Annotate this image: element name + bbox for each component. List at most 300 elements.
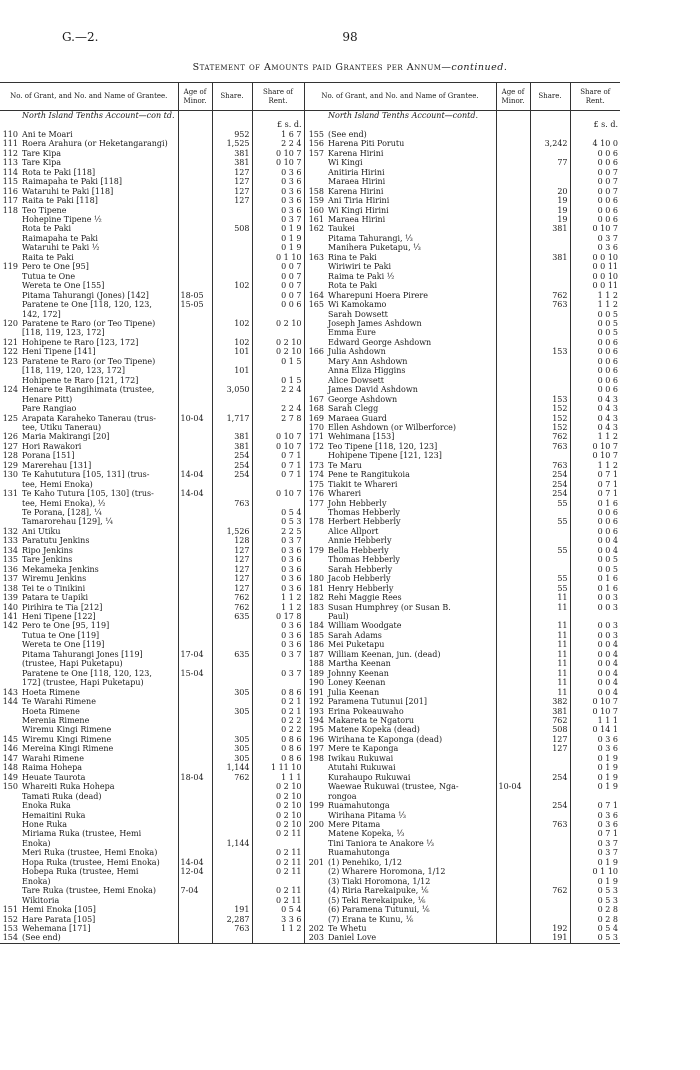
minor-age-left: 18-05 [178,291,212,300]
share-left: 508 [212,224,252,233]
grantee-name-left: Porana [151] [22,451,75,461]
grantee-name-right: Pene te Rangitukoia [328,470,410,480]
grant-number-left [0,829,20,838]
minor-age-left [178,196,212,205]
minor-age-right [496,262,530,271]
share-left: 381 [212,149,252,158]
grant-number-left: 133 [2,536,18,546]
minor-age-left [178,234,212,243]
minor-age-left [178,678,212,687]
grant-number-right: 159 [304,196,326,205]
table-row [0,187,620,196]
table-row [0,224,620,233]
table-row [0,395,620,404]
grant-number-right [304,508,326,517]
rent-share-left: 0 3 6 [252,621,304,630]
rent-share-right: 0 1 9 [570,858,620,867]
rent-share-left: 0 3 6 [252,168,304,177]
rent-share-left: 0 1 9 [252,234,304,243]
rent-share-right: 0 0 6 [570,347,620,356]
table-row [0,196,620,205]
share-right [530,536,570,545]
minor-age-right [496,168,530,177]
grant-number-left: 124 [2,385,18,395]
share-right: 11 [530,621,570,630]
grant-number-left [0,877,20,886]
table-row [0,555,620,564]
share-left [212,811,252,820]
grant-number-right: 162 [304,224,326,233]
rent-share-left: 0 8 6 [252,754,304,763]
grantee-name-left: Paratene te Raro (or Teo Tipene) [22,356,156,366]
rent-share-right: 0 0 6 [570,517,620,526]
grant-number-right [304,243,326,252]
grant-number-left [0,111,20,121]
table-row [0,234,620,243]
grant-number-right: 199 [304,801,326,810]
share-right [530,120,570,129]
grantee-name-left: Wehemana [171] [22,923,91,933]
grant-number-right [304,366,326,375]
grant-number-left [0,867,20,876]
share-left: 127 [212,187,252,196]
minor-age-right [496,650,530,659]
share-left [212,243,252,252]
rent-share-left: 0 3 6 [252,565,304,574]
grantee-name-right: James David Ashdown [328,385,418,395]
grantee-name-right: Makareta te Ngatoru [328,716,415,725]
rent-share-right: 0 3 6 [570,243,620,252]
minor-age-left: 7-04 [178,886,212,895]
share-right: 127 [530,735,570,744]
grant-number-left: 148 [2,763,18,773]
grant-number-right [304,829,326,838]
rent-share-right: 1 1 1 [570,716,620,725]
share-left: 305 [212,744,252,753]
grant-number-right [304,782,326,791]
rent-share-left: 0 10 7 [252,158,304,167]
share-right: 763 [530,461,570,470]
grant-number-left: 135 [2,555,18,565]
grant-number-right [304,839,326,848]
minor-age-left [178,338,212,347]
grantee-name-left: Pero te One [95, 119] [22,621,110,631]
rent-share-left: 0 2 11 [252,858,304,867]
share-right [530,243,570,252]
rent-share-left: 0 2 10 [252,820,304,829]
minor-age-left [178,811,212,820]
rent-share-right: 0 0 4 [570,640,620,649]
grant-number-left [0,395,20,404]
grantee-name-left: Hoeta Rimene [22,687,80,697]
share-right: 77 [530,158,570,167]
minor-age-left [178,357,212,366]
minor-age-left [178,536,212,545]
grantee-name-right: North Island Tenths Account—contd. [328,111,478,120]
share-left: 102 [212,281,252,290]
rent-share-left: 2 2 4 [252,404,304,413]
grant-number-left [0,272,20,281]
minor-age-left [178,319,212,328]
minor-age-right [496,754,530,763]
grantee-name-left: Tare Jenkins [22,555,73,565]
minor-age-left [178,111,212,121]
grantee-name-right: Matene Kopeka, ⅓ [328,829,405,839]
rent-share-right: 0 10 7 [570,697,620,706]
minor-age-left [178,149,212,158]
grant-number-right [304,792,326,801]
grantee-name-right: Raima te Paki ½ [328,271,395,281]
grantee-name-right: Martha Keenan [328,659,391,669]
rent-share-right [570,612,620,621]
share-left: 127 [212,584,252,593]
grantee-name-right: Rehi Maggie Rees [328,593,402,603]
grantee-name-left: Pero te One [95] [22,262,89,272]
minor-age-right [496,669,530,678]
grantee-name-left: tee, Hemi Enoka), ½ [22,498,106,508]
minor-age-right [496,423,530,432]
share-left [212,659,252,668]
grant-number-left: 138 [2,583,18,593]
grant-number-left: 152 [2,914,18,924]
minor-age-right [496,839,530,848]
minor-age-right [496,395,530,404]
minor-age-right [496,924,530,933]
table-row [0,366,620,375]
grant-number-right [304,111,326,121]
rent-share-right: 0 3 6 [570,744,620,753]
grantee-name-right: Karena Hirini [328,148,384,158]
table-row [0,650,620,659]
grantee-name-right: Joseph James Ashdown [328,318,422,328]
share-left: 127 [212,574,252,583]
grant-number-right [304,848,326,857]
minor-age-right [496,933,530,943]
share-right [530,149,570,158]
rent-share-left [252,678,304,687]
minor-age-right [496,707,530,716]
grantee-name-left: Hohipene te Raro [121, 172] [22,375,139,385]
share-right: 382 [530,697,570,706]
grant-number-left [0,234,20,243]
grant-number-left: 134 [2,545,18,555]
table-row [0,782,620,791]
minor-age-left [178,555,212,564]
grantee-name-right: Sarah Hebberly [328,564,393,574]
grantee-name-left: Henare Pitt) [22,394,73,404]
grantee-name-right: (2) Wharere Horomona, 1/12 [328,867,446,877]
grant-number-left: 111 [2,139,18,149]
rent-share-left: 0 8 6 [252,688,304,697]
grant-number-right [304,310,326,319]
minor-age-right [496,281,530,290]
grant-number-right: 184 [304,621,326,630]
rent-share-left: 0 3 7 [252,536,304,545]
minor-age-right [496,139,530,148]
grantee-name-right: Maraea Hirini [328,177,386,187]
rent-share-left [252,328,304,337]
minor-age-right [496,763,530,772]
grant-number-right: 191 [304,688,326,697]
rent-share-right: 0 4 3 [570,395,620,404]
grant-number-right [304,536,326,545]
grantee-name-left: Raimapaha te Paki [118] [22,177,122,187]
grantee-name-left: Tare Ruka (trustee, Hemi Enoka) [22,886,157,896]
table-row [0,461,620,470]
minor-age-left [178,565,212,574]
share-left [212,782,252,791]
grant-number-right: 201 [304,858,326,867]
grantee-name-right: Iwikau Rukuwai [328,753,394,763]
minor-age-left [178,896,212,905]
grant-number-right: 167 [304,395,326,404]
minor-age-right [496,366,530,375]
rent-share-right: 1 1 2 [570,432,620,441]
grantee-name-left: North Island Tenths Account—con td. [22,111,175,120]
minor-age-left [178,792,212,801]
rent-share-left: 0 3 6 [252,555,304,564]
share-right: 11 [530,678,570,687]
rent-share-left [252,395,304,404]
minor-age-left [178,754,212,763]
share-left [212,678,252,687]
table-row [0,640,620,649]
rent-share-left: 0 10 7 [252,489,304,498]
grantee-name-left: Ani te Moari [22,129,73,139]
rent-share-left: 2 2 5 [252,527,304,536]
minor-age-left [178,829,212,838]
share-left [212,669,252,678]
grant-number-right [304,281,326,290]
rent-share-right: 0 0 3 [570,621,620,630]
document-reference: G.—2. [62,30,99,44]
rent-share-right: 0 0 6 [570,149,620,158]
grantee-name-right: (4) Riria Rarekaipuke, ⅙ [328,886,429,896]
grantee-name-right: Loney Keenan [328,678,386,688]
share-right: 127 [530,744,570,753]
grant-number-right [304,120,326,129]
grant-number-right: 163 [304,253,326,262]
rent-share-right: 0 1 6 [570,499,620,508]
grantee-name-left: Hobepa Ruka (trustee, Hemi [22,867,139,877]
minor-age-right [496,328,530,337]
grant-number-left [0,480,20,489]
grant-number-left [0,811,20,820]
minor-age-right [496,291,530,300]
table-row [0,432,620,441]
grantee-name-left: Wikitoria [22,895,60,905]
rent-share-left: 0 3 6 [252,584,304,593]
share-right: 152 [530,404,570,413]
share-right: 55 [530,546,570,555]
table-row [0,744,620,753]
rent-share-right: 0 0 4 [570,669,620,678]
share-right: 11 [530,640,570,649]
rent-share-right: 0 0 5 [570,328,620,337]
table-row [0,792,620,801]
minor-age-right [496,319,530,328]
table-row [0,470,620,479]
grantee-name-right: Te Whetu [328,923,367,933]
table-row [0,773,620,782]
grantee-name-left: Wiremu Jenkins [22,574,87,584]
share-right [530,829,570,838]
minor-age-left [178,404,212,413]
grant-number-left: 129 [2,460,18,470]
rent-share-left: 0 0 7 [252,281,304,290]
grant-number-right [304,867,326,876]
grant-number-left: 125 [2,413,18,423]
grantee-name-left: Te Warahi Rimene [22,697,96,707]
minor-age-right [496,584,530,593]
share-left: 127 [212,565,252,574]
share-left: 102 [212,319,252,328]
table-row [0,272,620,281]
grant-number-left: 132 [2,526,18,536]
grantee-name-right: Te Maru [328,460,362,470]
minor-age-right [496,470,530,479]
share-right: 11 [530,603,570,612]
grantee-name-left: Te Porana, [128], ¼ [22,508,102,518]
grant-number-right: 171 [304,432,326,441]
rent-share-left: 0 7 1 [252,461,304,470]
share-left: 1,525 [212,139,252,148]
grant-number-left [0,215,20,224]
grant-number-right: 198 [304,754,326,763]
grant-number-right [304,376,326,385]
table-row [0,168,620,177]
grant-number-right [304,262,326,271]
minor-age-left [178,499,212,508]
grant-number-left: 150 [2,782,18,792]
share-left: 1,717 [212,414,252,423]
minor-age-right [496,177,530,186]
minor-age-left: 10-04 [178,414,212,423]
rent-share-left [252,111,304,121]
grant-number-left: 144 [2,697,18,707]
minor-age-right [496,896,530,905]
share-left: 762 [212,603,252,612]
grantee-name-right: Kurahaupo Rukuwai [328,772,411,782]
grant-number-left [0,300,20,309]
grant-number-left [0,120,20,129]
rent-share-left: 0 10 7 [252,149,304,158]
share-left: 763 [212,924,252,933]
minor-age-right [496,612,530,621]
page-number: 98 [342,30,358,44]
grantee-name-left: Warahi Rimene [22,753,84,763]
table-row [0,527,620,536]
minor-age-left [178,593,212,602]
grant-number-right [304,385,326,394]
share-left [212,697,252,706]
grantee-name-right: Jacob Hebberly [328,574,391,584]
minor-age-right [496,716,530,725]
rent-share-right [570,111,620,121]
rent-share-right: 0 7 1 [570,470,620,479]
rent-share-left: 0 1 10 [252,253,304,262]
grantee-name-left: Hohipene te Raro [123, 172] [22,337,139,347]
share-right: 763 [530,300,570,309]
minor-age-left [178,877,212,886]
table-row [0,442,620,451]
table-row [0,565,620,574]
rent-share-left [252,423,304,432]
grantee-name-left: Wataruhi te Paki [118] [22,186,114,196]
grantee-name-left: Hori Rawakori [22,441,82,451]
grant-number-right: 169 [304,414,326,423]
grant-number-left: 121 [2,337,18,347]
grantee-name-left: Merenia Rimene [22,716,90,725]
rent-share-right: 0 0 4 [570,546,620,555]
minor-age-left [178,905,212,914]
grantees-table [0,82,620,944]
grantee-name-left: Arapata Karaheko Tanerau (trus- [22,413,157,423]
grantee-name-left: Hare Parata [105] [22,914,96,924]
minor-age-left [178,451,212,460]
share-right: 763 [530,820,570,829]
minor-age-left [178,395,212,404]
minor-age-left [178,432,212,441]
share-right: 508 [530,725,570,734]
grantee-name-right: Taukei [328,224,355,234]
minor-age-right [496,867,530,876]
minor-age-left [178,177,212,186]
share-right: 152 [530,423,570,432]
table-row [0,716,620,725]
share-left [212,310,252,319]
minor-age-right [496,517,530,526]
grant-number-right: 185 [304,631,326,640]
rent-share-right: 0 0 6 [570,376,620,385]
grant-number-left: 130 [2,470,18,480]
share-right [530,508,570,517]
grant-number-right: 187 [304,650,326,659]
grantee-name-left: Enoka Ruka [22,801,71,811]
table-row [0,886,620,895]
grantee-name-right: Thomas Hebberly [328,555,400,565]
share-right [530,565,570,574]
grant-number-right [304,527,326,536]
grant-number-left: 141 [2,612,18,622]
rent-share-left: 0 8 6 [252,744,304,753]
minor-age-left [178,603,212,612]
grant-number-right: 183 [304,603,326,612]
share-right: 762 [530,716,570,725]
rent-share-left: 0 2 11 [252,867,304,876]
minor-age-right [496,555,530,564]
rent-share-right: 0 1 9 [570,754,620,763]
rent-share-left: 0 3 7 [252,650,304,659]
minor-age-left [178,262,212,271]
rent-share-right: 0 10 7 [570,451,620,460]
share-left: 1,526 [212,527,252,536]
rent-share-left: 1 6 7 [252,130,304,139]
grantee-name-right: Karena Hirini [328,186,384,196]
share-right [530,130,570,139]
table-body [0,111,620,944]
minor-age-left: 12-04 [178,867,212,876]
table-row [0,839,620,848]
grantee-name-right: Teo Tipene [118, 120, 123] [328,441,438,451]
share-left: 762 [212,773,252,782]
grant-number-right [304,886,326,895]
share-right [530,555,570,564]
grant-number-left: 128 [2,451,18,461]
statement-title [0,62,700,73]
share-right [530,366,570,375]
share-left: 305 [212,707,252,716]
